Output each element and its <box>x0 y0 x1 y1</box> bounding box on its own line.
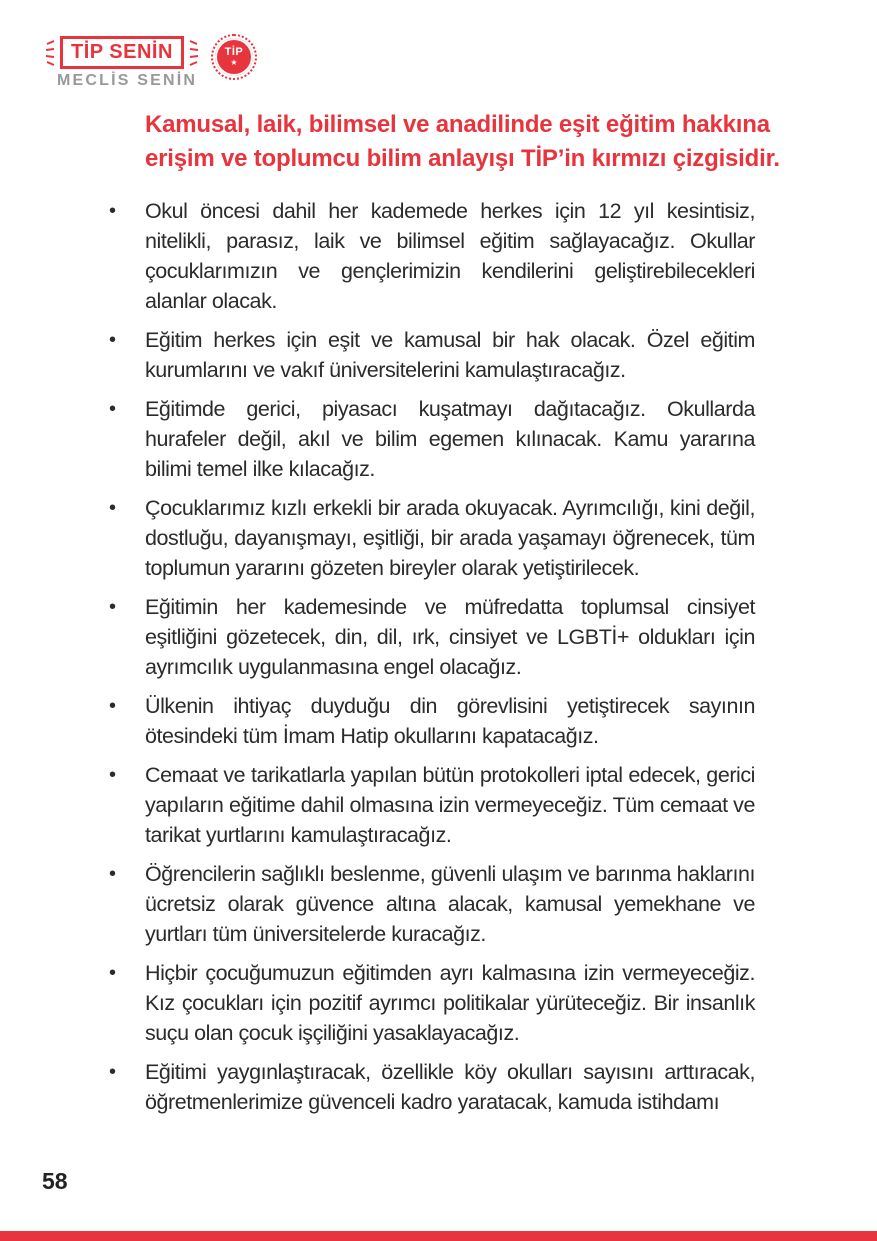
meclis-senin-label: MECLİS SENİN <box>57 72 198 89</box>
bullet-marker: • <box>109 329 116 351</box>
bullet-marker: • <box>109 863 116 885</box>
bullet-marker: • <box>109 764 116 786</box>
manifesto-list <box>109 196 755 1117</box>
tip-emblem-icon <box>215 38 253 76</box>
list-item <box>109 859 755 949</box>
section-heading <box>145 108 780 176</box>
section-heading-line-2: erişim ve toplumcu bilim anlayışı TİP’in kırmızı çizgisidir. <box>145 145 780 172</box>
bullet-marker: • <box>109 497 116 519</box>
list-item-text: Eğitimin her kademesinde ve müfredatta toplumsal cinsiyet eşitliğini gözetecek, din, dil, ırk, cinsiyet ve LGBTİ+ oldukları için ayrımcılık uygulanmasına engel olacağız. <box>145 595 755 679</box>
list-item <box>109 691 755 751</box>
list-item <box>109 196 755 316</box>
section-heading-line-1: Kamusal, laik, bilimsel ve anadilinde eşit eğitim hakkına <box>145 111 770 138</box>
list-item-text: Çocuklarımız kızlı erkekli bir arada okuyacak. Ayrımcılığı, kini değil, dostluğu, dayanışmayı, eşitliği, bir arada yaşamayı öğrenecek, tüm toplumun yararını gözeten bireyler olarak yetiştirilecek. <box>145 496 755 580</box>
bullet-marker: • <box>109 695 116 717</box>
list-item-text: Ülkenin ihtiyaç duyduğu din görevlisini yetiştirecek sayının ötesindeki tüm İmam Hatip okullarını kapatacağız. <box>145 694 755 748</box>
list-item-text: Öğrencilerin sağlıklı beslenme, güvenli ulaşım ve barınma haklarını ücretsiz olarak güvence altına alacak, kamusal yemekhane ve yurtları tüm üniversitelerde kuracağız. <box>145 862 755 946</box>
burst-lines-left-icon <box>45 39 56 67</box>
tip-senin-badge: TİP SENİN <box>60 36 184 69</box>
burst-lines-right-icon <box>188 39 199 67</box>
footer-accent-bar <box>0 1231 877 1241</box>
list-item-text: Okul öncesi dahil her kademede herkes için 12 yıl kesintisiz, nitelikli, parasız, laik ve bilimsel eğitim sağlayacağız. Okullar çocuklarımızın ve gençlerimizin kendilerini geliştirebilecekleri alanlar olacak. <box>145 199 755 313</box>
page-number: 58 <box>42 1168 68 1194</box>
list-item <box>109 760 755 850</box>
list-item <box>109 493 755 583</box>
list-item-text: Hiçbir çocuğumuzun eğitimden ayrı kalmasına izin vermeyeceğiz. Kız çocukları için pozitif ayrımcı politikalar yürüteceğiz. Bir insanlık suçu olan çocuk işçiliğini yasaklayacağız. <box>145 961 755 1045</box>
bullet-marker: • <box>109 962 116 984</box>
list-item-text: Eğitimi yaygınlaştıracak, özellikle köy okulları sayısını arttıracak, öğretmenlerimize güvenceli kadro yaratacak, kamuda istihdamı <box>145 1060 755 1114</box>
list-item <box>109 394 755 484</box>
list-item-text: Eğitimde gerici, piyasacı kuşatmayı dağıtacağız. Okullarda hurafeler değil, akıl ve bilim egemen kılınacak. Kamu yararına bilimi temel ilke kılacağız. <box>145 397 755 481</box>
tip-emblem-text: TİP <box>224 46 244 58</box>
tip-logo <box>45 36 253 90</box>
list-item <box>109 325 755 385</box>
bullet-marker: • <box>109 398 116 420</box>
list-item-text: Eğitim herkes için eşit ve kamusal bir hak olacak. Özel eğitim kurumlarını ve vakıf üniversitelerini kamulaştıracağız. <box>145 328 755 382</box>
list-item <box>109 1057 755 1117</box>
tip-logo-text <box>45 36 199 90</box>
list-item <box>109 592 755 682</box>
star-icon: ★ <box>230 58 238 67</box>
bullet-marker: • <box>109 596 116 618</box>
bullet-marker: • <box>109 1061 116 1083</box>
list-item-text: Cemaat ve tarikatlarla yapılan bütün protokolleri iptal edecek, gerici yapıların eğitime dahil olmasına izin vermeyeceğiz. Tüm cemaat ve tarikat yurtlarını kamulaştıracağız. <box>145 763 755 847</box>
bullet-marker: • <box>109 200 116 222</box>
list-item <box>109 958 755 1048</box>
